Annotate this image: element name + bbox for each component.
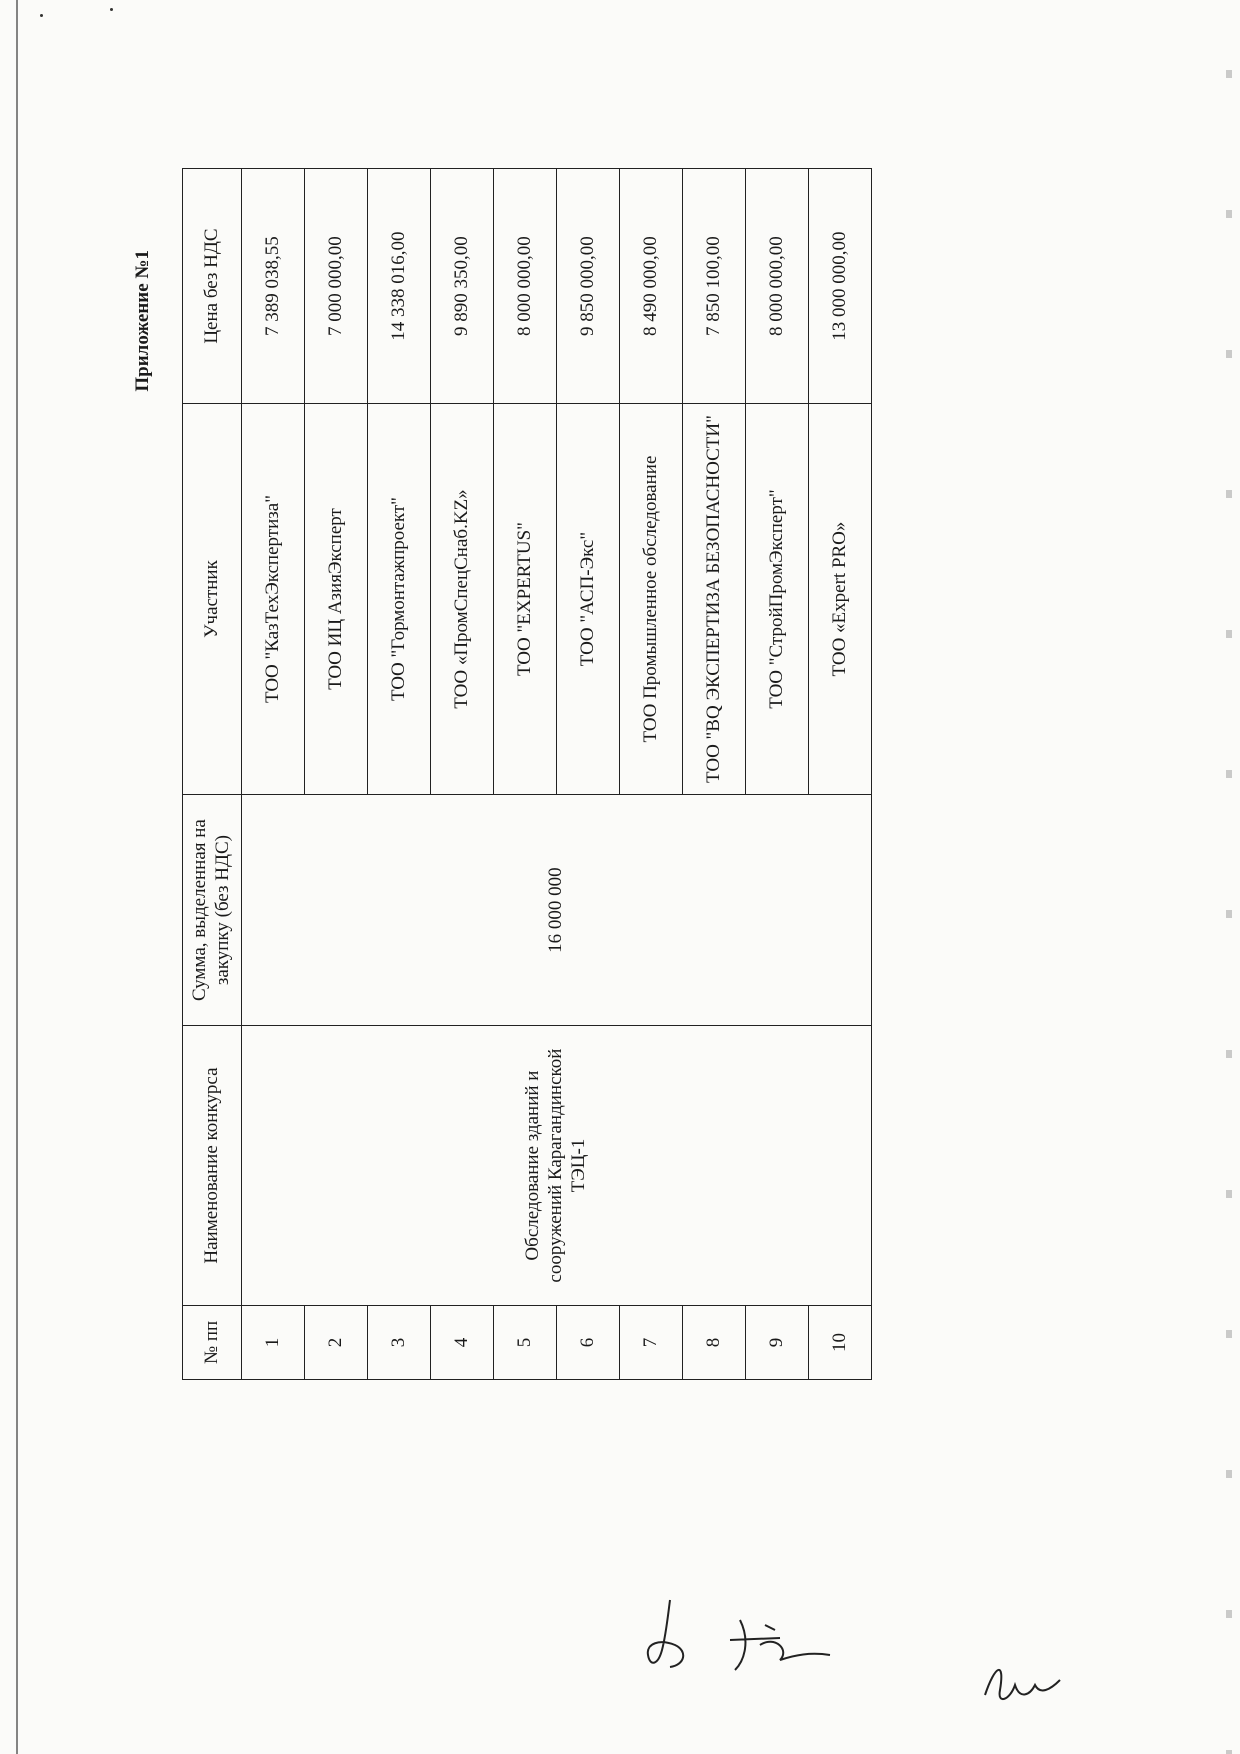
row-num: 3 [368,1305,431,1379]
row-participant: ТОО "Гормонтажпроект" [368,404,431,795]
row-price: 14 338 016,00 [368,169,431,404]
row-participant: ТОО "EXPERTUS" [494,404,557,795]
row-num: 6 [557,1305,620,1379]
row-num: 7 [620,1305,683,1379]
row-price: 8 000 000,00 [746,169,809,404]
row-participant: ТОО Промышленное обследование [620,404,683,795]
contest-name-cell: Обследование зданий и сооружений Карагандинской ТЭЦ-1 [242,1026,872,1306]
row-price: 7 389 038,55 [242,169,305,404]
scan-edge-marks [1226,0,1232,1754]
scan-speck [40,14,43,17]
row-num: 8 [683,1305,746,1379]
row-num: 5 [494,1305,557,1379]
header-num: № пп [183,1305,242,1379]
table-header-row [183,169,242,1380]
scan-binding-line [16,0,18,1754]
row-num: 4 [431,1305,494,1379]
signature-1 [640,1595,700,1675]
row-num: 1 [242,1305,305,1379]
row-num: 9 [746,1305,809,1379]
appendix-title: Приложение №1 [132,250,153,392]
header-sum: Сумма, выделенная на закупку (без НДС) [183,794,242,1025]
contest-table [182,168,872,1380]
row-price: 7 850 100,00 [683,169,746,404]
row-price: 9 850 000,00 [557,169,620,404]
allocated-sum-cell: 16 000 000 [242,794,872,1025]
row-price: 13 000 000,00 [809,169,872,404]
rotated-page [120,140,910,1560]
row-participant: ТОО "АСП-Экс" [557,404,620,795]
signature-3 [975,1655,1065,1715]
row-participant: ТОО «Expert PRO» [809,404,872,795]
header-contest: Наименование конкурса [183,1026,242,1306]
header-participant: Участник [183,404,242,795]
row-participant: ТОО "BQ ЭКСПЕРТИЗА БЕЗОПАСНОСТИ" [683,404,746,795]
row-participant: ТОО "СтройПромЭксперт" [746,404,809,795]
row-participant: ТОО «ПромСпецСнаб.KZ» [431,404,494,795]
row-num: 2 [305,1305,368,1379]
row-participant: ТОО ИЦ АзияЭксперт [305,404,368,795]
row-num: 10 [809,1305,872,1379]
signature-2 [720,1610,840,1680]
table-row [242,169,305,1380]
scan-speck [110,8,113,11]
row-price: 8 000 000,00 [494,169,557,404]
row-price: 9 890 350,00 [431,169,494,404]
header-price: Цена без НДС [183,169,242,404]
row-participant: ТОО "КазТехЭкспертиза" [242,404,305,795]
row-price: 8 490 000,00 [620,169,683,404]
row-price: 7 000 000,00 [305,169,368,404]
